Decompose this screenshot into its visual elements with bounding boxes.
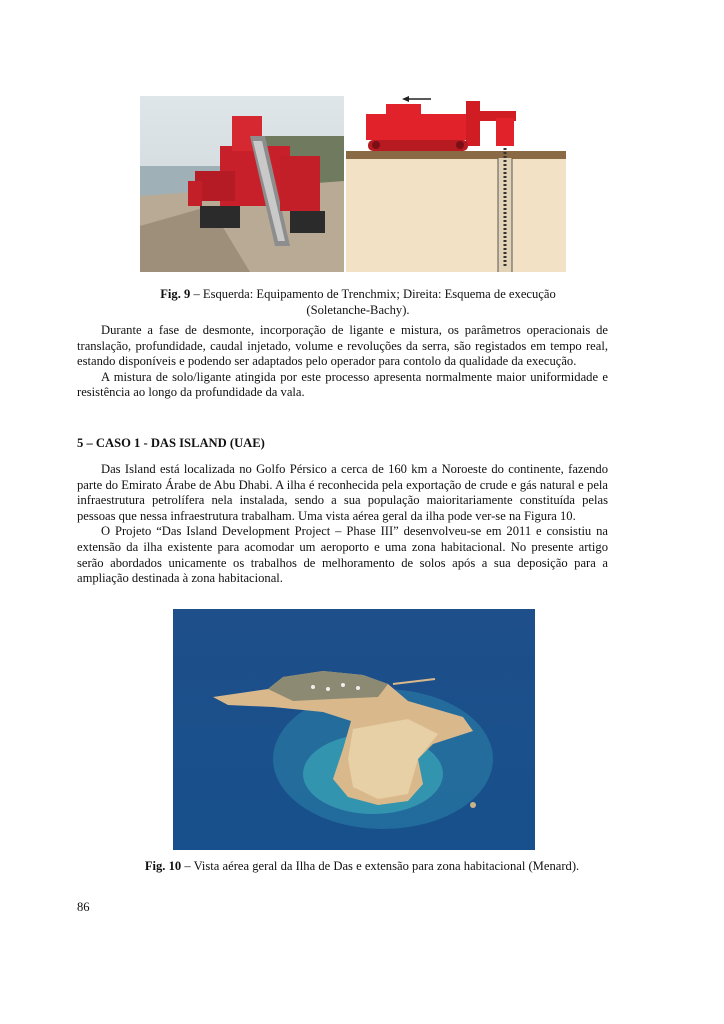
- figure-9-caption-line2: (Soletanche-Bachy).: [306, 303, 410, 317]
- paragraph: Das Island está localizada no Golfo Pérsico a cerca de 160 km a Noroeste do continente, fazendo parte do Emirato Árabe de Abu Dhabi. A ilha é reconhecida pela exportação de crude e gás natural e pela infraestrutura petrolífera nela instalada, sendo a sua população maioritariamente constituída pelas pessoas que nessa infraestrutura trabalham. Uma vista aérea geral da ilha pode ver-se na Figura 10.: [77, 462, 608, 523]
- figure-10-caption: [100, 858, 624, 874]
- trenchmix-equipment-photo: [140, 96, 344, 272]
- figure-9-label: Fig. 9: [160, 287, 191, 301]
- body-text-block-2: [77, 462, 608, 587]
- paragraph: O Projeto “Das Island Development Project – Phase III” desenvolveu-se em 2011 e consistiu na extensão da ilha existente para acomodar um aeroporto e uma zona habitacional. No presente artigo serão abordados unicamente os trabalhos de melhoramento de solos após a sua deposição para a ampliação destinada à zona habitacional.: [77, 524, 608, 586]
- figure-9-caption: [128, 286, 588, 318]
- paragraph: Durante a fase de desmonte, incorporação de ligante e mistura, os parâmetros operacionais de translação, profundidade, caudal injetado, volume e revoluções da serra, são registados em tempo real, estando disponíveis e podendo ser adaptados pelo operador para contolo da qualidade da execução.: [77, 323, 608, 369]
- figure-10-aerial-photo: [173, 609, 535, 850]
- section-heading: 5 – CASO 1 - DAS ISLAND (UAE): [77, 436, 265, 450]
- figure-9-caption-text: – Esquerda: Equipamento de Trenchmix; Direita: Esquema de execução: [190, 287, 556, 301]
- body-text-block-1: [77, 323, 608, 401]
- trenchmix-execution-schematic: [346, 96, 566, 272]
- figure-9: [140, 96, 566, 272]
- paragraph: A mistura de solo/ligante atingida por este processo apresenta normalmente maior uniformidade e resistência ao longo da profundidade da vala.: [77, 369, 608, 400]
- page-number: 86: [77, 900, 90, 914]
- figure-10-label: Fig. 10: [144, 859, 182, 873]
- figure-10-caption-text: – Vista aérea geral da Ilha de Das e extensão para zona habitacional (Menard).: [181, 859, 580, 873]
